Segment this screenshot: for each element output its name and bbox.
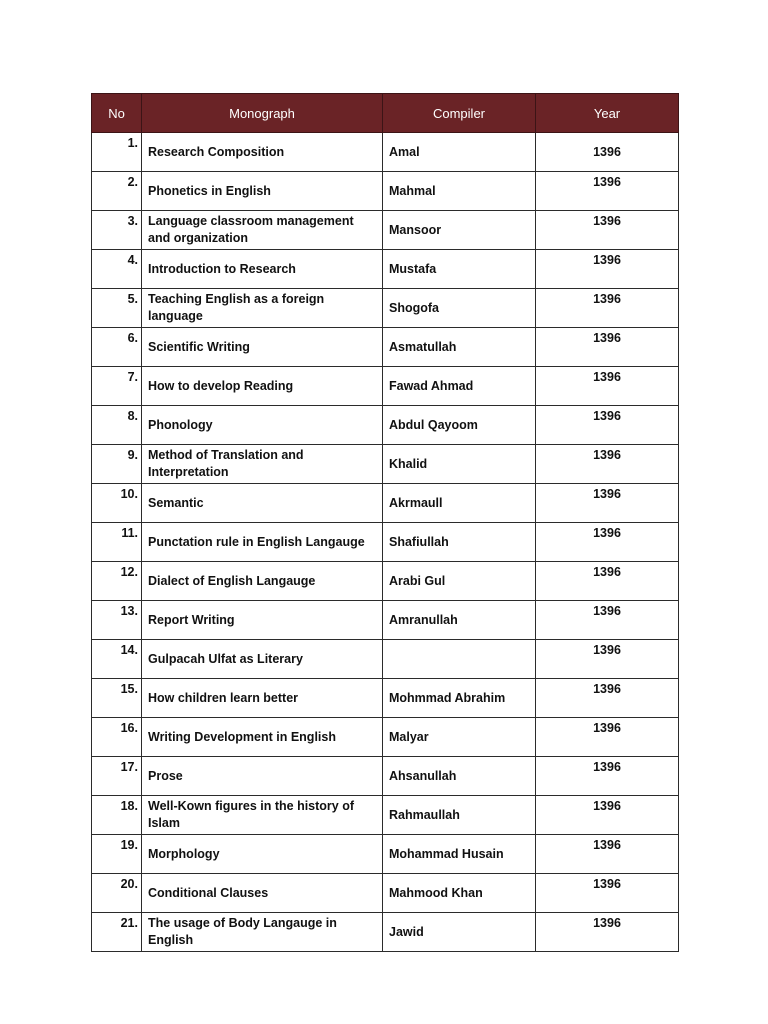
compiler-name: Rahmaullah [383,796,536,835]
monograph-title: Phonetics in English [142,172,383,211]
row-number: 18. [92,796,142,835]
monograph-title: Prose [142,757,383,796]
monograph-title: Phonology [142,406,383,445]
table-row [92,406,679,445]
table-row [92,796,679,835]
year-value: 1396 [536,211,679,250]
row-number: 16. [92,718,142,757]
year-value: 1396 [536,718,679,757]
monograph-title: Method of Translation and Interpretation [142,445,383,484]
row-number: 7. [92,367,142,406]
table-row [92,289,679,328]
row-number: 15. [92,679,142,718]
row-number: 1. [92,133,142,172]
row-number: 17. [92,757,142,796]
table-row [92,913,679,952]
row-number: 14. [92,640,142,679]
compiler-name: Akrmaull [383,484,536,523]
year-value: 1396 [536,289,679,328]
monograph-title: Report Writing [142,601,383,640]
table-row [92,484,679,523]
row-number: 13. [92,601,142,640]
table-row [92,445,679,484]
table-row [92,523,679,562]
table-row [92,835,679,874]
row-number: 20. [92,874,142,913]
compiler-name: Mansoor [383,211,536,250]
compiler-name: Mahmood Khan [383,874,536,913]
year-value: 1396 [536,601,679,640]
year-value: 1396 [536,913,679,952]
header-monograph: Monograph [142,94,383,133]
table-row [92,328,679,367]
compiler-name: Arabi Gul [383,562,536,601]
row-number: 4. [92,250,142,289]
monograph-title: How to develop Reading [142,367,383,406]
compiler-name: Mustafa [383,250,536,289]
compiler-name: Abdul Qayoom [383,406,536,445]
monograph-title: Writing Development in English [142,718,383,757]
header-no: No [92,94,142,133]
table-row [92,211,679,250]
row-number: 21. [92,913,142,952]
compiler-name [383,640,536,679]
table-row [92,250,679,289]
monograph-title: Gulpacah Ulfat as Literary [142,640,383,679]
row-number: 19. [92,835,142,874]
monograph-title: Language classroom management and organization [142,211,383,250]
row-number: 8. [92,406,142,445]
year-value: 1396 [536,796,679,835]
compiler-name: Asmatullah [383,328,536,367]
year-value: 1396 [536,250,679,289]
header-compiler: Compiler [383,94,536,133]
monograph-title: Conditional Clauses [142,874,383,913]
row-number: 3. [92,211,142,250]
monograph-title: Morphology [142,835,383,874]
year-value: 1396 [536,133,679,172]
monograph-title: How children learn better [142,679,383,718]
header-row [92,94,679,133]
monograph-title: Scientific Writing [142,328,383,367]
monograph-title: Introduction to Research [142,250,383,289]
monograph-title: Punctation rule in English Langauge [142,523,383,562]
monograph-table [91,93,679,952]
compiler-name: Fawad Ahmad [383,367,536,406]
year-value: 1396 [536,445,679,484]
table-body [92,133,679,952]
year-value: 1396 [536,835,679,874]
row-number: 11. [92,523,142,562]
year-value: 1396 [536,406,679,445]
compiler-name: Shafiullah [383,523,536,562]
monograph-title: Dialect of English Langauge [142,562,383,601]
year-value: 1396 [536,367,679,406]
monograph-title: Semantic [142,484,383,523]
table-row [92,718,679,757]
table-row [92,601,679,640]
monograph-title: Research Composition [142,133,383,172]
row-number: 10. [92,484,142,523]
monograph-title: The usage of Body Langauge in English [142,913,383,952]
year-value: 1396 [536,328,679,367]
compiler-name: Ahsanullah [383,757,536,796]
year-value: 1396 [536,679,679,718]
year-value: 1396 [536,523,679,562]
compiler-name: Amal [383,133,536,172]
table-row [92,874,679,913]
year-value: 1396 [536,172,679,211]
year-value: 1396 [536,640,679,679]
year-value: 1396 [536,562,679,601]
compiler-name: Khalid [383,445,536,484]
year-value: 1396 [536,484,679,523]
table-row [92,367,679,406]
compiler-name: Mohmmad Abrahim [383,679,536,718]
table-row [92,172,679,211]
row-number: 6. [92,328,142,367]
monograph-title: Teaching English as a foreign language [142,289,383,328]
table-row [92,562,679,601]
header-year: Year [536,94,679,133]
row-number: 9. [92,445,142,484]
monograph-title: Well-Kown figures in the history of Islam [142,796,383,835]
table-row [92,640,679,679]
row-number: 5. [92,289,142,328]
table-row [92,757,679,796]
compiler-name: Mahmal [383,172,536,211]
compiler-name: Jawid [383,913,536,952]
table-header [92,94,679,133]
year-value: 1396 [536,757,679,796]
compiler-name: Amranullah [383,601,536,640]
compiler-name: Shogofa [383,289,536,328]
row-number: 2. [92,172,142,211]
table-row [92,133,679,172]
compiler-name: Malyar [383,718,536,757]
compiler-name: Mohammad Husain [383,835,536,874]
row-number: 12. [92,562,142,601]
year-value: 1396 [536,874,679,913]
table-row [92,679,679,718]
